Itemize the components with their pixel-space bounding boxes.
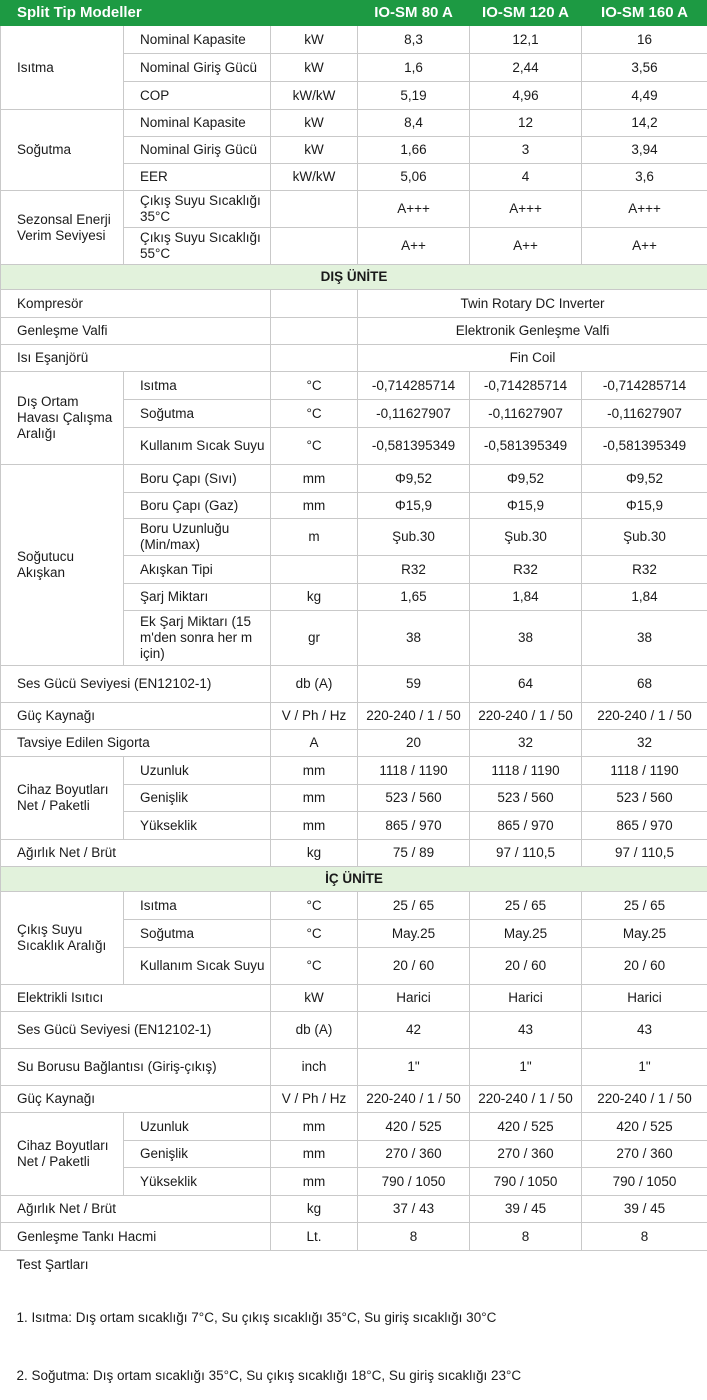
value-cell: A++ bbox=[358, 228, 470, 265]
value-cell: 20 / 60 bbox=[358, 948, 470, 985]
value-cell: 865 / 970 bbox=[470, 812, 582, 840]
value-cell: 1,65 bbox=[358, 584, 470, 611]
value-cell: Şub.30 bbox=[582, 519, 707, 556]
value-cell: 220-240 / 1 / 50 bbox=[358, 1086, 470, 1113]
unit-cell: mm bbox=[271, 1168, 358, 1196]
value-cell: 523 / 560 bbox=[470, 785, 582, 812]
row-label: Nominal Giriş Gücü bbox=[124, 54, 271, 82]
value-cell: 270 / 360 bbox=[358, 1141, 470, 1168]
value-cell: 4 bbox=[470, 164, 582, 191]
row-label: Nominal Kapasite bbox=[124, 26, 271, 54]
unit-cell: °C bbox=[271, 892, 358, 920]
value-cell: 20 / 60 bbox=[470, 948, 582, 985]
value-cell: May.25 bbox=[582, 920, 707, 948]
table-row bbox=[1, 372, 707, 400]
value-cell: 38 bbox=[582, 611, 707, 666]
value-cell: 5,06 bbox=[358, 164, 470, 191]
row-label: Uzunluk bbox=[124, 757, 271, 785]
value-cell: 8,4 bbox=[358, 110, 470, 137]
value-cell: 1,66 bbox=[358, 137, 470, 164]
value-cell: A++ bbox=[582, 228, 707, 265]
unit-cell: kW bbox=[271, 137, 358, 164]
value-cell: 420 / 525 bbox=[358, 1113, 470, 1141]
unit-cell: kW/kW bbox=[271, 82, 358, 110]
value-cell: May.25 bbox=[470, 920, 582, 948]
row-label: Kullanım Sıcak Suyu bbox=[124, 948, 271, 985]
value-cell: R32 bbox=[582, 556, 707, 584]
value-cell: Harici bbox=[358, 985, 470, 1012]
row-label: Su Borusu Bağlantısı (Giriş-çıkış) bbox=[1, 1049, 271, 1086]
value-cell: 37 / 43 bbox=[358, 1196, 470, 1223]
value-cell: Şub.30 bbox=[358, 519, 470, 556]
notes-row bbox=[1, 1304, 707, 1332]
note-heating: 1. Isıtma: Dış ortam sıcaklığı 7°C, Su çıkış sıcaklığı 35°C, Su giriş sıcaklığı 30°C bbox=[16, 1309, 497, 1325]
row-label: Çıkış Suyu Sıcaklığı 35°C bbox=[124, 191, 271, 228]
row-label: Nominal Giriş Gücü bbox=[124, 137, 271, 164]
value-cell: 12 bbox=[470, 110, 582, 137]
value-cell: 39 / 45 bbox=[582, 1196, 707, 1223]
unit-cell: m bbox=[271, 519, 358, 556]
value-cell: -0,581395349 bbox=[358, 428, 470, 465]
value-cell: 8 bbox=[358, 1223, 470, 1251]
value-cell: 790 / 1050 bbox=[358, 1168, 470, 1196]
value-cell: 4,49 bbox=[582, 82, 707, 110]
value-cell: -0,714285714 bbox=[470, 372, 582, 400]
row-label: Isı Eşanjörü bbox=[1, 345, 271, 372]
group-label: Cihaz Boyutları Net / Paketli bbox=[1, 1113, 124, 1196]
value-cell: 220-240 / 1 / 50 bbox=[582, 1086, 707, 1113]
table-row bbox=[1, 1086, 707, 1113]
unit-cell: inch bbox=[271, 1049, 358, 1086]
value-cell: 20 / 60 bbox=[582, 948, 707, 985]
table-row bbox=[1, 345, 707, 372]
value-cell: 8,3 bbox=[358, 26, 470, 54]
row-label: Yükseklik bbox=[124, 1168, 271, 1196]
unit-cell bbox=[271, 345, 358, 372]
value-cell: 790 / 1050 bbox=[470, 1168, 582, 1196]
value-cell: 5,19 bbox=[358, 82, 470, 110]
value-cell: 3,94 bbox=[582, 137, 707, 164]
model-header: IO-SM 120 A bbox=[470, 1, 582, 26]
value-cell: 20 bbox=[358, 730, 470, 757]
row-label: Boru Çapı (Gaz) bbox=[124, 493, 271, 519]
notes-row bbox=[1, 1251, 707, 1280]
row-label: EER bbox=[124, 164, 271, 191]
header-title: Split Tip Modeller bbox=[1, 1, 358, 26]
unit-cell: mm bbox=[271, 465, 358, 493]
unit-cell: °C bbox=[271, 920, 358, 948]
unit-cell bbox=[271, 191, 358, 228]
row-label: Ağırlık Net / Brüt bbox=[1, 840, 271, 867]
value-cell: 3 bbox=[470, 137, 582, 164]
value-cell: Şub.30 bbox=[470, 519, 582, 556]
unit-cell: °C bbox=[271, 948, 358, 985]
unit-cell: Lt. bbox=[271, 1223, 358, 1251]
value-cell: 1118 / 1190 bbox=[358, 757, 470, 785]
value-cell: -0,11627907 bbox=[358, 400, 470, 428]
row-label: Yükseklik bbox=[124, 812, 271, 840]
unit-cell: mm bbox=[271, 757, 358, 785]
value-cell: Φ9,52 bbox=[470, 465, 582, 493]
value-cell: 8 bbox=[582, 1223, 707, 1251]
value-cell: 1" bbox=[470, 1049, 582, 1086]
group-label: Cihaz Boyutları Net / Paketli bbox=[1, 757, 124, 840]
row-label: Akışkan Tipi bbox=[124, 556, 271, 584]
value-cell: 75 / 89 bbox=[358, 840, 470, 867]
value-cell: 1,84 bbox=[582, 584, 707, 611]
unit-cell: kW bbox=[271, 985, 358, 1012]
value-cell: A+++ bbox=[358, 191, 470, 228]
value-cell: 3,56 bbox=[582, 54, 707, 82]
table-row bbox=[1, 666, 707, 703]
table-row bbox=[1, 730, 707, 757]
table-row bbox=[1, 840, 707, 867]
model-header: IO-SM 160 A bbox=[582, 1, 707, 26]
value-cell: 523 / 560 bbox=[582, 785, 707, 812]
value-cell: 14,2 bbox=[582, 110, 707, 137]
table-row bbox=[1, 26, 707, 54]
value-cell: Φ15,9 bbox=[358, 493, 470, 519]
table-row bbox=[1, 1196, 707, 1223]
unit-cell: kg bbox=[271, 1196, 358, 1223]
unit-cell: mm bbox=[271, 812, 358, 840]
value-cell: Φ15,9 bbox=[582, 493, 707, 519]
unit-cell: kW bbox=[271, 26, 358, 54]
row-label: Genleşme Tankı Hacmi bbox=[1, 1223, 271, 1251]
unit-cell: V / Ph / Hz bbox=[271, 703, 358, 730]
unit-cell: mm bbox=[271, 1113, 358, 1141]
value-cell: 865 / 970 bbox=[582, 812, 707, 840]
unit-cell: kW bbox=[271, 54, 358, 82]
value-cell: Harici bbox=[470, 985, 582, 1012]
value-cell: Φ9,52 bbox=[582, 465, 707, 493]
group-label: Sezonsal Enerji Verim Seviyesi bbox=[1, 191, 124, 265]
value-cell: 420 / 525 bbox=[470, 1113, 582, 1141]
row-label: Genleşme Valfi bbox=[1, 318, 271, 345]
value-cell: -0,714285714 bbox=[358, 372, 470, 400]
row-label: Çıkış Suyu Sıcaklığı 55°C bbox=[124, 228, 271, 265]
table-row bbox=[1, 1113, 707, 1141]
row-label: Tavsiye Edilen Sigorta bbox=[1, 730, 271, 757]
value-cell: 32 bbox=[470, 730, 582, 757]
table-row bbox=[1, 191, 707, 228]
row-label: Boru Çapı (Sıvı) bbox=[124, 465, 271, 493]
row-label: Boru Uzunluğu (Min/max) bbox=[124, 519, 271, 556]
table-header bbox=[1, 1, 707, 26]
table-row bbox=[1, 985, 707, 1012]
value-cell: 220-240 / 1 / 50 bbox=[470, 703, 582, 730]
section-title: İÇ ÜNİTE bbox=[1, 867, 707, 892]
notes-spacer bbox=[1, 1280, 707, 1304]
value-cell: Φ9,52 bbox=[358, 465, 470, 493]
section-header-indoor bbox=[1, 867, 707, 892]
row-label: Ağırlık Net / Brüt bbox=[1, 1196, 271, 1223]
value-cell: 220-240 / 1 / 50 bbox=[470, 1086, 582, 1113]
table-row bbox=[1, 757, 707, 785]
row-label: Güç Kaynağı bbox=[1, 703, 271, 730]
value-cell: 43 bbox=[470, 1012, 582, 1049]
value-cell: 790 / 1050 bbox=[582, 1168, 707, 1196]
unit-cell: kg bbox=[271, 840, 358, 867]
value-cell: -0,11627907 bbox=[470, 400, 582, 428]
row-label: Isıtma bbox=[124, 372, 271, 400]
value-cell: 97 / 110,5 bbox=[582, 840, 707, 867]
row-label: Ses Gücü Seviyesi (EN12102-1) bbox=[1, 1012, 271, 1049]
value-cell: 3,6 bbox=[582, 164, 707, 191]
value-cell: 270 / 360 bbox=[470, 1141, 582, 1168]
value-cell: 68 bbox=[582, 666, 707, 703]
model-header: IO-SM 80 A bbox=[358, 1, 470, 26]
value-cell: 25 / 65 bbox=[470, 892, 582, 920]
row-label: Güç Kaynağı bbox=[1, 1086, 271, 1113]
row-label: Genişlik bbox=[124, 1141, 271, 1168]
table-row bbox=[1, 290, 707, 318]
unit-cell: gr bbox=[271, 611, 358, 666]
row-label: Ek Şarj Miktarı (15 m'den sonra her m için) bbox=[124, 611, 271, 666]
value-cell: 1,84 bbox=[470, 584, 582, 611]
value-cell: 420 / 525 bbox=[582, 1113, 707, 1141]
row-label: Kullanım Sıcak Suyu bbox=[124, 428, 271, 465]
group-label: Çıkış Suyu Sıcaklık Aralığı bbox=[1, 892, 124, 985]
value-cell: 43 bbox=[582, 1012, 707, 1049]
table-row bbox=[1, 703, 707, 730]
value-cell: 25 / 65 bbox=[358, 892, 470, 920]
section-header-outdoor bbox=[1, 265, 707, 290]
row-label: Genişlik bbox=[124, 785, 271, 812]
table-row bbox=[1, 1223, 707, 1251]
value-cell: 865 / 970 bbox=[358, 812, 470, 840]
unit-cell: db (A) bbox=[271, 1012, 358, 1049]
value-cell: -0,581395349 bbox=[582, 428, 707, 465]
unit-cell: mm bbox=[271, 785, 358, 812]
value-cell: 1,6 bbox=[358, 54, 470, 82]
value-cell: Elektronik Genleşme Valfi bbox=[358, 318, 707, 345]
value-cell: 8 bbox=[470, 1223, 582, 1251]
row-label: Soğutma bbox=[124, 400, 271, 428]
unit-cell bbox=[271, 290, 358, 318]
group-label: Soğutucu Akışkan bbox=[1, 465, 124, 666]
unit-cell: V / Ph / Hz bbox=[271, 1086, 358, 1113]
note-cooling: 2. Soğutma: Dış ortam sıcaklığı 35°C, Su çıkış sıcaklığı 18°C, Su giriş sıcaklığı 23°C bbox=[16, 1367, 522, 1383]
unit-cell: mm bbox=[271, 1141, 358, 1168]
value-cell: 64 bbox=[470, 666, 582, 703]
group-label: Dış Ortam Havası Çalışma Aralığı bbox=[1, 372, 124, 465]
value-cell: 12,1 bbox=[470, 26, 582, 54]
value-cell: 38 bbox=[358, 611, 470, 666]
value-cell: Harici bbox=[582, 985, 707, 1012]
row-label: Elektrikli Isıtıcı bbox=[1, 985, 271, 1012]
row-label: Şarj Miktarı bbox=[124, 584, 271, 611]
notes-row bbox=[1, 1362, 707, 1390]
value-cell: -0,581395349 bbox=[470, 428, 582, 465]
row-label: Kompresör bbox=[1, 290, 271, 318]
section-title: DIŞ ÜNİTE bbox=[1, 265, 707, 290]
value-cell: 523 / 560 bbox=[358, 785, 470, 812]
value-cell: 4,96 bbox=[470, 82, 582, 110]
row-label: Soğutma bbox=[124, 920, 271, 948]
row-label: Ses Gücü Seviyesi (EN12102-1) bbox=[1, 666, 271, 703]
value-cell: A+++ bbox=[582, 191, 707, 228]
value-cell: 220-240 / 1 / 50 bbox=[582, 703, 707, 730]
row-label: Isıtma bbox=[124, 892, 271, 920]
value-cell: 1" bbox=[582, 1049, 707, 1086]
value-cell: 97 / 110,5 bbox=[470, 840, 582, 867]
unit-cell: mm bbox=[271, 493, 358, 519]
group-label: Isıtma bbox=[1, 26, 124, 110]
table-row bbox=[1, 318, 707, 345]
value-cell: R32 bbox=[470, 556, 582, 584]
value-cell: -0,11627907 bbox=[582, 400, 707, 428]
table-row bbox=[1, 1049, 707, 1086]
value-cell: 39 / 45 bbox=[470, 1196, 582, 1223]
group-label: Soğutma bbox=[1, 110, 124, 191]
unit-cell: db (A) bbox=[271, 666, 358, 703]
table-row bbox=[1, 465, 707, 493]
value-cell: A++ bbox=[470, 228, 582, 265]
unit-cell: °C bbox=[271, 400, 358, 428]
table-row bbox=[1, 110, 707, 137]
table-row bbox=[1, 892, 707, 920]
table-row bbox=[1, 1012, 707, 1049]
row-label: Uzunluk bbox=[124, 1113, 271, 1141]
value-cell: Φ15,9 bbox=[470, 493, 582, 519]
value-cell: 1118 / 1190 bbox=[470, 757, 582, 785]
value-cell: A+++ bbox=[470, 191, 582, 228]
value-cell: 25 / 65 bbox=[582, 892, 707, 920]
value-cell: 42 bbox=[358, 1012, 470, 1049]
unit-cell bbox=[271, 556, 358, 584]
notes-title: Test Şartları bbox=[16, 1257, 89, 1273]
unit-cell bbox=[271, 228, 358, 265]
row-label: COP bbox=[124, 82, 271, 110]
value-cell: R32 bbox=[358, 556, 470, 584]
unit-cell: kW/kW bbox=[271, 164, 358, 191]
notes-spacer bbox=[1, 1332, 707, 1362]
unit-cell bbox=[271, 318, 358, 345]
value-cell: 59 bbox=[358, 666, 470, 703]
unit-cell: A bbox=[271, 730, 358, 757]
value-cell: 2,44 bbox=[470, 54, 582, 82]
value-cell: Twin Rotary DC Inverter bbox=[358, 290, 707, 318]
value-cell: Fin Coil bbox=[358, 345, 707, 372]
unit-cell: kW bbox=[271, 110, 358, 137]
unit-cell: °C bbox=[271, 372, 358, 400]
value-cell: May.25 bbox=[358, 920, 470, 948]
row-label: Nominal Kapasite bbox=[124, 110, 271, 137]
value-cell: 220-240 / 1 / 50 bbox=[358, 703, 470, 730]
value-cell: 270 / 360 bbox=[582, 1141, 707, 1168]
value-cell: 16 bbox=[582, 26, 707, 54]
value-cell: 1" bbox=[358, 1049, 470, 1086]
unit-cell: °C bbox=[271, 428, 358, 465]
value-cell: 38 bbox=[470, 611, 582, 666]
unit-cell: kg bbox=[271, 584, 358, 611]
value-cell: 1118 / 1190 bbox=[582, 757, 707, 785]
value-cell: 32 bbox=[582, 730, 707, 757]
value-cell: -0,714285714 bbox=[582, 372, 707, 400]
